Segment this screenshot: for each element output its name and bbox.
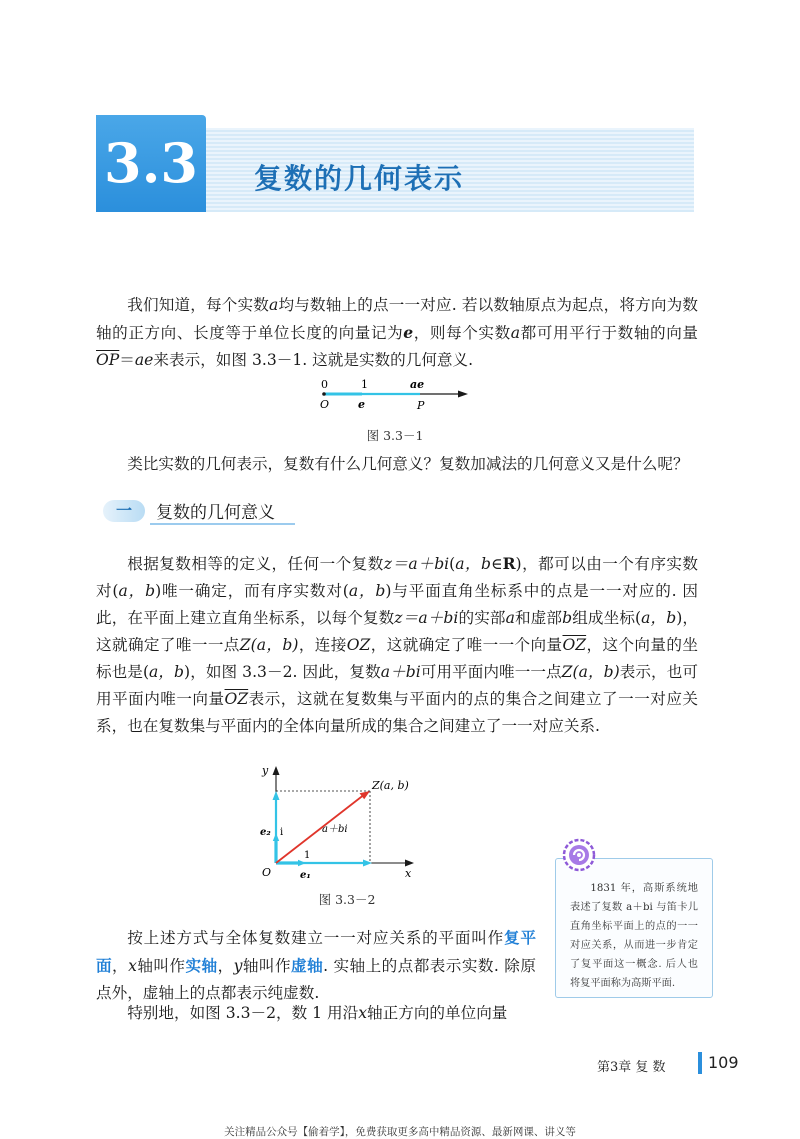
number-line-arrowhead [458,391,468,398]
promo-watermark-text: 关注精品公众号【偷着学】，免费获取更多高中精品资源、最新网课、讲义等 [224,1126,576,1138]
imaginary-component-arrowhead [273,791,280,800]
label-one: 1 [304,850,311,861]
paragraph-complex-geometry: 根据复数相等的定义，任何一个复数z＝a＋bi(a，b∈R)，都可以由一个有序实数对(a，b)唯一确定，而有序实数对(a，b)与平面直角坐标系中的点是一一对应的. 因此，在平面上建立直角坐标系，以每个复数z＝a＋bi的实部a和虚部b组成坐标(a，b)，这就确定了唯一一点Z(a，b)，连接OZ，这就确定了唯一一个向量$\overline{OZ}$，这个向量的坐标也是(a，b)，如图 3.3－2. 因此，复数a＋bi可用平面内唯一一点Z(a，b)表示，也可用平面内唯一向量$\overline{OZ}$表示，这就在复数集与平面内的点的集合之间建立了一一对应关系，也在复数集与平面内的全体向量所成的集合之间建立了一一对应关系. [96,554,699,735]
footer-divider [698,1052,702,1074]
figure-caption-3-3-1: 图 3.3－1 [366,428,424,443]
figure-number-line [310,376,480,412]
tick-label-one: 1 [361,378,368,391]
page-number: 109 [708,1053,739,1072]
label-p: P [417,399,425,412]
y-axis-arrowhead [273,766,280,775]
figure-caption-3-3-2: 图 3.3－2 [318,892,376,907]
paragraph-real-number-geometry: 我们知道，每个实数a均与数轴上的点一一对应. 若以数轴原点为起点，将方向为数轴的正方向、长度等于单位长度的向量记为e，则每个实数a都可用平行于数轴的向量$\overline{OP}=ae$来表示，如图 3.3－1. 这就是实数的几何意义. [96,296,698,369]
subsection-underline [150,523,295,525]
label-a-plus-bi: a＋bi [322,824,348,835]
keyword-real-axis: 实轴 [185,956,218,975]
label-i: i [280,827,284,838]
section-title: 复数的几何表示 [254,162,465,195]
x-axis-arrowhead [405,860,414,867]
label-origin: O [262,866,272,879]
figure-complex-plane [256,760,426,885]
subsection-title: 复数的几何意义 [156,503,275,523]
section-number: 3.3 [96,115,206,212]
paragraph-special-case: 特别地，如图 3.3－2，数 1 用沿x轴正方向的单位向量 [127,1004,508,1022]
vector-oz [276,794,365,863]
label-e: e [358,398,365,411]
footer-chapter-label: 第3章 复 数 [597,1060,666,1075]
tick-label-zero: 0 [321,378,328,391]
subsection-number: 一 [103,500,145,522]
label-ae: ae [410,378,425,391]
unit-vector-e2-arrowhead [273,833,279,841]
history-note-box [555,858,713,998]
history-note-text: 1831 年，高斯系统地表述了复数 a＋bi 与笛卡儿直角坐标平面上的点的一一对应关系，从而进一步肯定了复平面这一概念. 后人也将复平面称为高斯平面. [570,883,698,989]
label-y-axis: y [262,764,269,777]
keyword-imaginary-axis: 虚轴 [291,956,324,975]
paragraph-complex-plane-definition: 按上述方式与全体复数建立一一对应关系的平面叫作复平面，x轴叫作实轴，y轴叫作虚轴. 实轴上的点都表示实数. 除原点外，虚轴上的点都表示纯虚数. [96,928,536,1002]
paragraph-analogy-question: 类比实数的几何表示，复数有什么几何意义？复数加减法的几何意义又是什么呢？ [127,455,689,473]
label-e1: e₁ [300,870,311,881]
label-e2: e₂ [260,827,271,838]
label-x-axis: x [405,867,412,880]
label-point-z: Z(a, b) [372,779,409,792]
swirl-note-icon [562,838,596,872]
real-component-arrowhead [363,860,372,867]
label-origin: O [320,398,330,411]
origin-point [322,392,326,396]
keyword-complex-plane: 复平面 [96,928,536,975]
